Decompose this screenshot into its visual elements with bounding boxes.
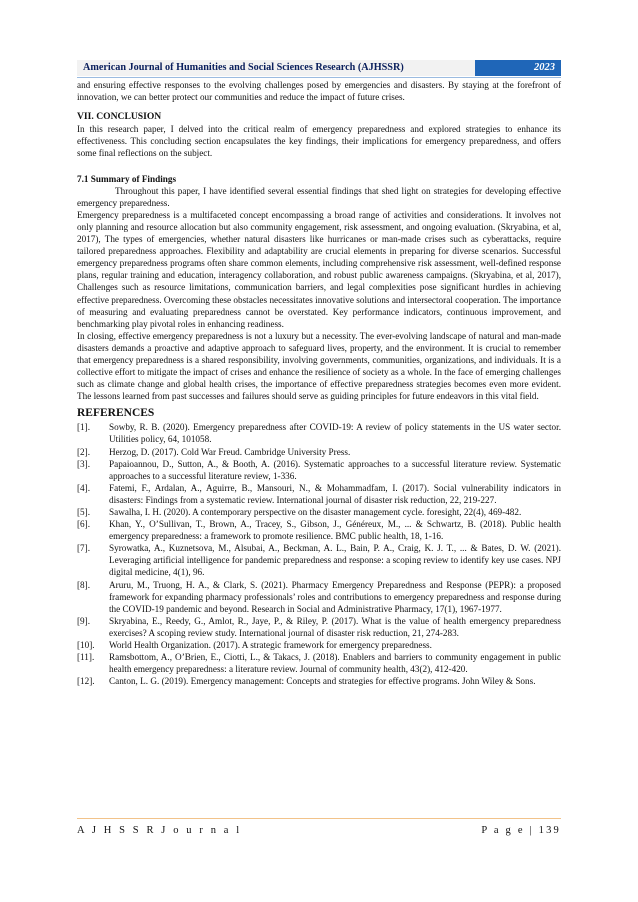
reference-text: Canton, L. G. (2019). Emergency management: Concepts and strategies for effective programs. John Wiley & Sons. bbox=[109, 676, 536, 687]
reference-text: Sawalha, I. H. (2020). A contemporary perspective on the disaster management cycle. foresight, 22(4), 469-482. bbox=[109, 507, 522, 517]
reference-text: Aruru, M., Truong, H. A., & Clark, S. (2021). Pharmacy Emergency Preparedness and Response (PEPR): a proposed framework for expanding pharmacy professionals’ roles and contributions to emergency preparedness and response during the COVID-19 pandemic and beyond. Research in Social and Administrative Pharmacy, 17(1), 1967-1977. bbox=[109, 579, 561, 614]
reference-text: Khan, Y., O’Sullivan, T., Brown, A., Tracey, S., Gibson, J., Généreux, M., ... & Schwartz, B. (2018). Public health emergency preparedness: a framework to promote resilience. BMC public health, 18, 1-16. bbox=[109, 519, 561, 542]
reference-item bbox=[77, 458, 561, 482]
reference-item bbox=[77, 506, 561, 518]
reference-item bbox=[77, 446, 561, 458]
intro-paragraph: and ensuring effective responses to the evolving challenges posed by emergencies and disasters. By staying at the forefront of innovation, we can better protect our communities and reduce the impact of future crises. bbox=[77, 80, 561, 103]
reference-text: Ramsbottom, A., O’Brien, E., Ciotti, L., & Takacs, J. (2018). Enablers and barriers to community engagement in public health emergency preparedness: a literature review. Journal of community health, 43(2), 412-420. bbox=[109, 652, 561, 675]
reference-number: [11]. bbox=[77, 652, 95, 663]
reference-number: [10]. bbox=[77, 640, 95, 651]
summary-paragraph-1: Throughout this paper, I have identified several essential findings that shed light on strategies for developing effective emergency preparedness. bbox=[77, 185, 561, 208]
summary-paragraph-3: In closing, effective emergency preparedness is not a luxury but a necessity. The ever-evolving landscape of natural and man-made disasters demands a proactive and adaptive approach to safeguard lives, property, and the environment. It is crucial to remember that emergency preparedness is a shared responsibility, involving governments, communities, organizations, and individuals. It is a collective effort to mitigate the impact of crises and enhance the resilience of society as a whole. In the face of emerging challenges such as climate change and global health crises, the importance of effective preparedness strategies becomes even more evident. The lessons learned from past successes and failures should serve as guiding principles for future endeavors in this vital field. bbox=[77, 330, 561, 402]
page-body bbox=[77, 79, 561, 687]
conclusion-heading: VII. CONCLUSION bbox=[77, 111, 162, 123]
header-rule bbox=[77, 77, 561, 78]
footer-journal: A J H S S R J o u r n a l bbox=[77, 825, 242, 836]
reference-item bbox=[77, 615, 561, 639]
reference-number: [1]. bbox=[77, 422, 91, 433]
reference-item bbox=[77, 651, 561, 675]
reference-item bbox=[77, 482, 561, 506]
reference-number: [7]. bbox=[77, 543, 91, 554]
reference-number: [9]. bbox=[77, 615, 91, 626]
footer-page-number: P a g e | 139 bbox=[481, 825, 561, 836]
reference-number: [3]. bbox=[77, 458, 91, 469]
reference-number: [8]. bbox=[77, 579, 91, 590]
reference-text: Papaioannou, D., Sutton, A., & Booth, A. (2016). Systematic approaches to a successful literature review. Systematic approaches to a successful literature review, 1-336. bbox=[109, 458, 561, 481]
reference-item bbox=[77, 639, 561, 651]
footer-rule bbox=[77, 818, 561, 819]
references-heading: REFERENCES bbox=[77, 407, 155, 420]
journal-title: American Journal of Humanities and Social Sciences Research (AJHSSR) bbox=[77, 60, 475, 76]
reference-number: [4]. bbox=[77, 482, 91, 493]
reference-item bbox=[77, 579, 561, 615]
summary-heading: 7.1 Summary of Findings bbox=[77, 173, 177, 184]
page-header bbox=[77, 60, 561, 76]
reference-number: [5]. bbox=[77, 507, 91, 517]
reference-number: [6]. bbox=[77, 519, 91, 530]
reference-number: [12]. bbox=[77, 676, 95, 687]
reference-item bbox=[77, 421, 561, 445]
reference-item bbox=[77, 518, 561, 542]
journal-year: 2023 bbox=[475, 60, 561, 76]
reference-text: Syrowatka, A., Kuznetsova, M., Alsubai, A., Beckman, A. L., Bain, P. A., Craig, K. J. T., ... & Bates, D. W. (2021). Leveraging artificial intelligence for pandemic preparedness and response: a scoping review to identify key use cases. NPJ digital medicine, 4(1), 96. bbox=[109, 543, 561, 578]
reference-text: Fatemi, F., Ardalan, A., Aguirre, B., Mansouri, N., & Mohammadfam, I. (2017). Social vulnerability indicators in disasters: Findings from a systematic review. International journal of disaster risk reduction, 22, 219-227. bbox=[109, 482, 561, 505]
reference-item bbox=[77, 675, 561, 687]
reference-text: Skryabina, E., Reedy, G., Amlot, R., Jaye, P., & Riley, P. (2017). What is the value of health emergency preparedness exercises? A scoping review study. International journal of disaster risk reduction, 21, 274-283. bbox=[109, 615, 561, 638]
reference-number: [2]. bbox=[77, 446, 91, 457]
reference-item bbox=[77, 542, 561, 578]
reference-text: Sowby, R. B. (2020). Emergency preparedness after COVID-19: A review of policy statements in the US water sector. Utilities policy, 64, 101058. bbox=[109, 422, 561, 445]
reference-text: World Health Organization. (2017). A strategic framework for emergency preparedness. bbox=[109, 640, 432, 651]
conclusion-paragraph: In this research paper, I delved into the critical realm of emergency preparedness and explored strategies to enhance its effectiveness. This concluding section encapsulates the key findings, their implications for emergency preparedness, and offers some final reflections on the subject. bbox=[77, 124, 561, 159]
summary-paragraph-2: Emergency preparedness is a multifaceted concept encompassing a broad range of activities and considerations. It involves not only planning and resource allocation but also community engagement, risk assessment, and ongoing evaluation. (Skryabina, et al, 2017), The types of emergencies, whether natural disasters like hurricanes or man-made crises such as cyberattacks, require tailored preparedness approaches. Flexibility and adaptability are crucial elements in preparing for diverse scenarios. Successful emergency preparedness programs often share common elements, including comprehensive risk assessment, well-defined response plans, regular training and education, interagency collaboration, and robust public awareness campaigns. (Skryabina, et al, 2017), Challenges such as resource limitations, communication barriers, and legal complexities pose significant hurdles in achieving effective preparedness. Overcoming these obstacles necessitates innovative solutions and intersectoral cooperation. The importance of measuring and evaluating preparedness cannot be overstated. Key performance indicators, continuous improvement, and benchmarking play pivotal roles in enhancing readiness. bbox=[77, 209, 561, 329]
reference-list bbox=[77, 421, 561, 687]
page-footer bbox=[77, 825, 561, 841]
reference-text: Herzog, D. (2017). Cold War Freud. Cambridge University Press. bbox=[109, 446, 351, 457]
